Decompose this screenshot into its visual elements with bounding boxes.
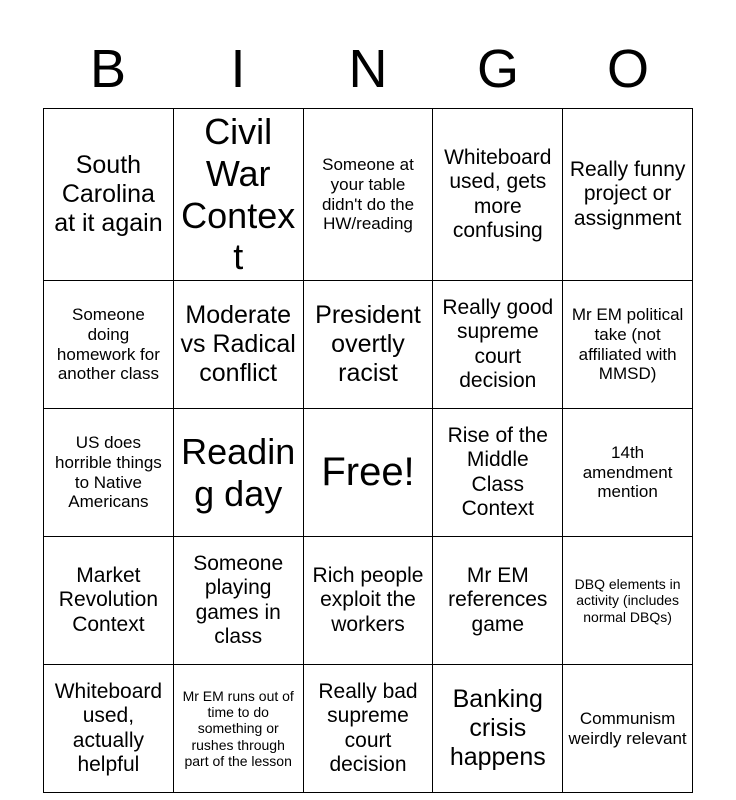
bingo-cell[interactable]: Rise of the Middle Class Context xyxy=(433,409,563,537)
bingo-row xyxy=(44,665,693,793)
bingo-header xyxy=(43,0,693,100)
bingo-cell[interactable]: Moderate vs Radical conflict xyxy=(173,281,303,409)
bingo-cell[interactable]: Really funny project or assignment xyxy=(563,109,693,281)
bingo-cell[interactable]: Rich people exploit the workers xyxy=(303,537,433,665)
bingo-row xyxy=(44,109,693,281)
bingo-cell[interactable]: Banking crisis happens xyxy=(433,665,563,793)
bingo-cell[interactable]: Market Revolution Context xyxy=(44,537,174,665)
bingo-cell[interactable]: Really good supreme court decision xyxy=(433,281,563,409)
bingo-cell[interactable]: South Carolina at it again xyxy=(44,109,174,281)
bingo-header-letter-o: O xyxy=(606,39,649,99)
bingo-cell[interactable]: Mr EM political take (not affiliated with MMSD) xyxy=(563,281,693,409)
bingo-header-letter-n: N xyxy=(348,39,388,99)
bingo-card xyxy=(43,108,693,793)
bingo-cell[interactable]: Civil War Context xyxy=(173,109,303,281)
bingo-cell[interactable]: US does horrible things to Native Americans xyxy=(44,409,174,537)
bingo-cell[interactable]: Someone doing homework for another class xyxy=(44,281,174,409)
bingo-header-letter-b: B xyxy=(89,39,127,99)
bingo-header-letter-i: I xyxy=(230,39,246,99)
bingo-cell[interactable]: Reading day xyxy=(173,409,303,537)
bingo-cell[interactable]: Whiteboard used, gets more confusing xyxy=(433,109,563,281)
bingo-row xyxy=(44,409,693,537)
bingo-cell[interactable]: President overtly racist xyxy=(303,281,433,409)
bingo-cell-free[interactable]: Free! xyxy=(303,409,433,537)
bingo-header-letter-g: G xyxy=(476,39,519,99)
bingo-cell[interactable]: Someone playing games in class xyxy=(173,537,303,665)
bingo-cell[interactable]: Someone at your table didn't do the HW/reading xyxy=(303,109,433,281)
bingo-cell[interactable]: Really bad supreme court decision xyxy=(303,665,433,793)
bingo-cell[interactable]: Whiteboard used, actually helpful xyxy=(44,665,174,793)
bingo-cell[interactable]: DBQ elements in activity (includes normal DBQs) xyxy=(563,537,693,665)
bingo-cell[interactable]: 14th amendment mention xyxy=(563,409,693,537)
bingo-cell[interactable]: Communism weirdly relevant xyxy=(563,665,693,793)
bingo-row xyxy=(44,537,693,665)
bingo-row xyxy=(44,281,693,409)
bingo-cell[interactable]: Mr EM runs out of time to do something or rushes through part of the lesson xyxy=(173,665,303,793)
bingo-cell[interactable]: Mr EM references game xyxy=(433,537,563,665)
